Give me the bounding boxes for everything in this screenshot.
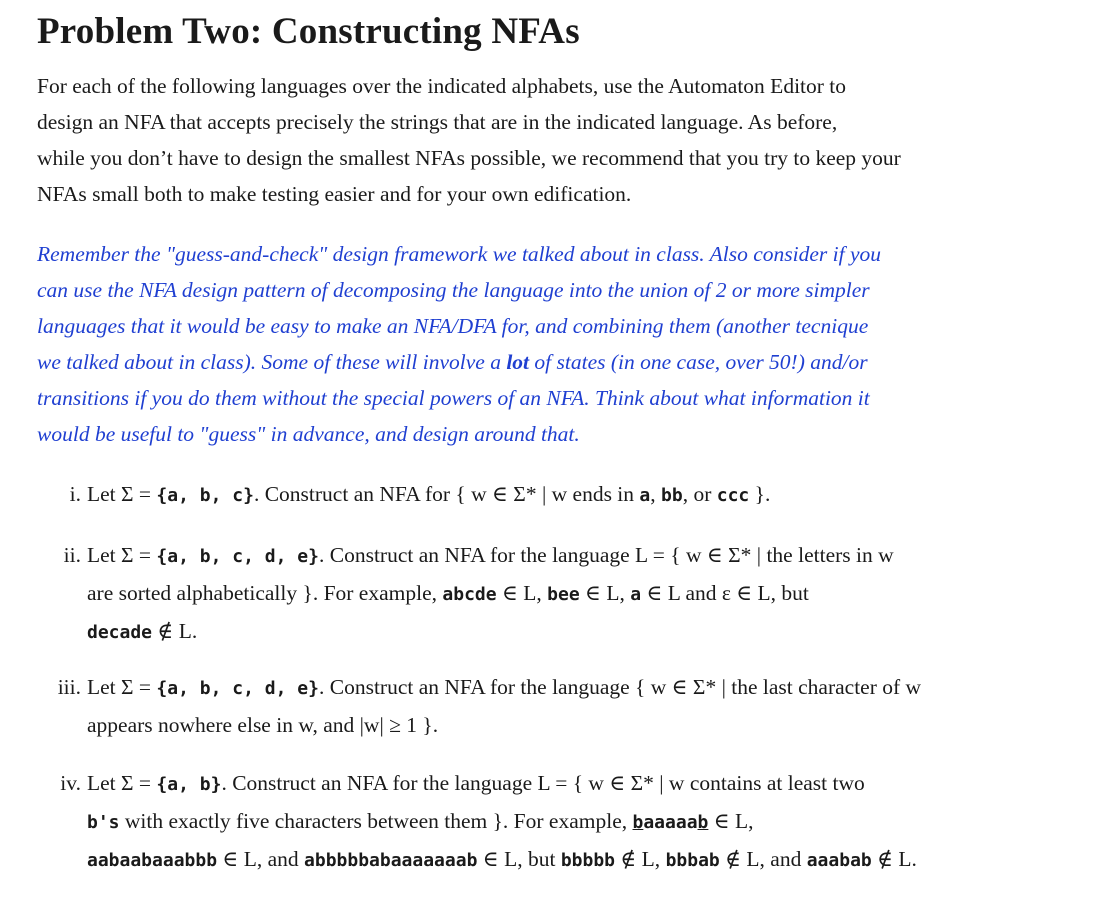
intro-paragraph [37, 68, 1099, 212]
problem-item-ii [63, 537, 1097, 651]
problem-number: iv. [60, 771, 81, 795]
hint-line [37, 344, 1077, 380]
example-middle: aaaaa [643, 812, 698, 833]
problem-text: Let Σ = [87, 482, 157, 506]
hint-text: of states (in one case, over 50!) and/or [529, 350, 868, 374]
alphabet-set: {a, b, c} [156, 485, 254, 506]
code-string: decade [87, 622, 153, 643]
code-string: abbbbbabaaaaaaab [304, 850, 478, 871]
problem-text: ∉ L, [615, 847, 666, 871]
hint-line: can use the NFA design pattern of decomposing the language into the union of 2 or more simpler [37, 278, 870, 302]
hint-emphasis: lot [506, 350, 530, 374]
problem-item-iii [57, 669, 1097, 743]
problem-text: ∈ L, but [477, 847, 561, 871]
code-string: bb [661, 485, 683, 506]
hint-line: would be useful to "guess" in advance, and design around that. [37, 422, 580, 446]
problem-text: ∉ L. [152, 619, 198, 643]
underlined-b: b [697, 812, 709, 833]
code-string: aaabab [806, 850, 872, 871]
problem-text: , or [682, 482, 717, 506]
code-string: bbbab [665, 850, 720, 871]
problem-number: ii. [63, 543, 81, 567]
problem-number: iii. [57, 675, 81, 699]
problem-line [87, 803, 1097, 841]
problem-text: ∈ L, and [217, 847, 305, 871]
code-string: a [630, 584, 642, 605]
problem-text: are sorted alphabetically }. For example, [87, 581, 443, 605]
alphabet-set: {a, b, c, d, e} [156, 678, 319, 699]
intro-line: For each of the following languages over the indicated alphabets, use the Automaton Editor to [37, 74, 847, 98]
code-string: a [639, 485, 651, 506]
underlined-b: b [632, 812, 644, 833]
problem-line [87, 765, 1097, 803]
problem-text: Let Σ = [87, 771, 157, 795]
problem-text: ∈ L, [708, 809, 754, 833]
problem-text: }. [749, 482, 771, 506]
problem-number: i. [69, 482, 81, 506]
problem-item-i [69, 476, 1097, 514]
problem-text: , [650, 482, 661, 506]
intro-line: while you don’t have to design the smallest NFAs possible, we recommend that you try to keep your [37, 146, 901, 170]
problem-text: with exactly five characters between them }. For example, [119, 809, 633, 833]
alphabet-set: {a, b} [156, 774, 222, 795]
problem-text: . Construct an NFA for the language L = { w ∈ Σ* | w contains at least two [221, 771, 865, 795]
hint-line: transitions if you do them without the special powers of an NFA. Think about what information it [37, 386, 870, 410]
problem-item-iv [60, 765, 1097, 879]
problem-line [87, 537, 1097, 575]
hint-line: languages that it would be easy to make an NFA/DFA for, and combining them (another tecnique [37, 314, 869, 338]
code-string: abcde [442, 584, 497, 605]
problem-text: Let Σ = [87, 543, 157, 567]
problem-line [87, 613, 1097, 651]
hint-paragraph [37, 236, 1077, 452]
problem-text: . Construct an NFA for { w ∈ Σ* | w ends in [253, 482, 640, 506]
problem-line: appears nowhere else in w, and |w| ≥ 1 }. [87, 713, 439, 737]
code-string: aabaabaaabbb [87, 850, 218, 871]
problem-text: ∈ L, [579, 581, 631, 605]
problem-line [87, 669, 1097, 707]
problem-text: ∈ L and ε ∈ L, but [641, 581, 809, 605]
problem-text: ∉ L, and [719, 847, 807, 871]
problem-line [87, 841, 1097, 879]
hint-text: we talked about in class). Some of these will involve a [37, 350, 507, 374]
problem-text: . Construct an NFA for the language { w ∈ Σ* | the last character of w [318, 675, 922, 699]
intro-line: design an NFA that accepts precisely the strings that are in the indicated language. As before, [37, 110, 838, 134]
hint-line: Remember the "guess-and-check" design framework we talked about in class. Also consider if you [37, 242, 882, 266]
example-string [633, 812, 709, 833]
code-string: bbbbb [560, 850, 615, 871]
page-title: Problem Two: Constructing NFAs [37, 11, 580, 52]
problem-line [87, 476, 1097, 514]
code-string: b's [87, 812, 120, 833]
problem-text: . Construct an NFA for the language L = { w ∈ Σ* | the letters in w [318, 543, 894, 567]
alphabet-set: {a, b, c, d, e} [156, 546, 319, 567]
code-string: bee [547, 584, 580, 605]
problem-text: Let Σ = [87, 675, 157, 699]
code-string: ccc [716, 485, 750, 506]
intro-line: NFAs small both to make testing easier and for your own edification. [37, 182, 632, 206]
problem-text: ∉ L. [871, 847, 917, 871]
problem-text: ∈ L, [496, 581, 548, 605]
problem-line [87, 575, 1097, 613]
